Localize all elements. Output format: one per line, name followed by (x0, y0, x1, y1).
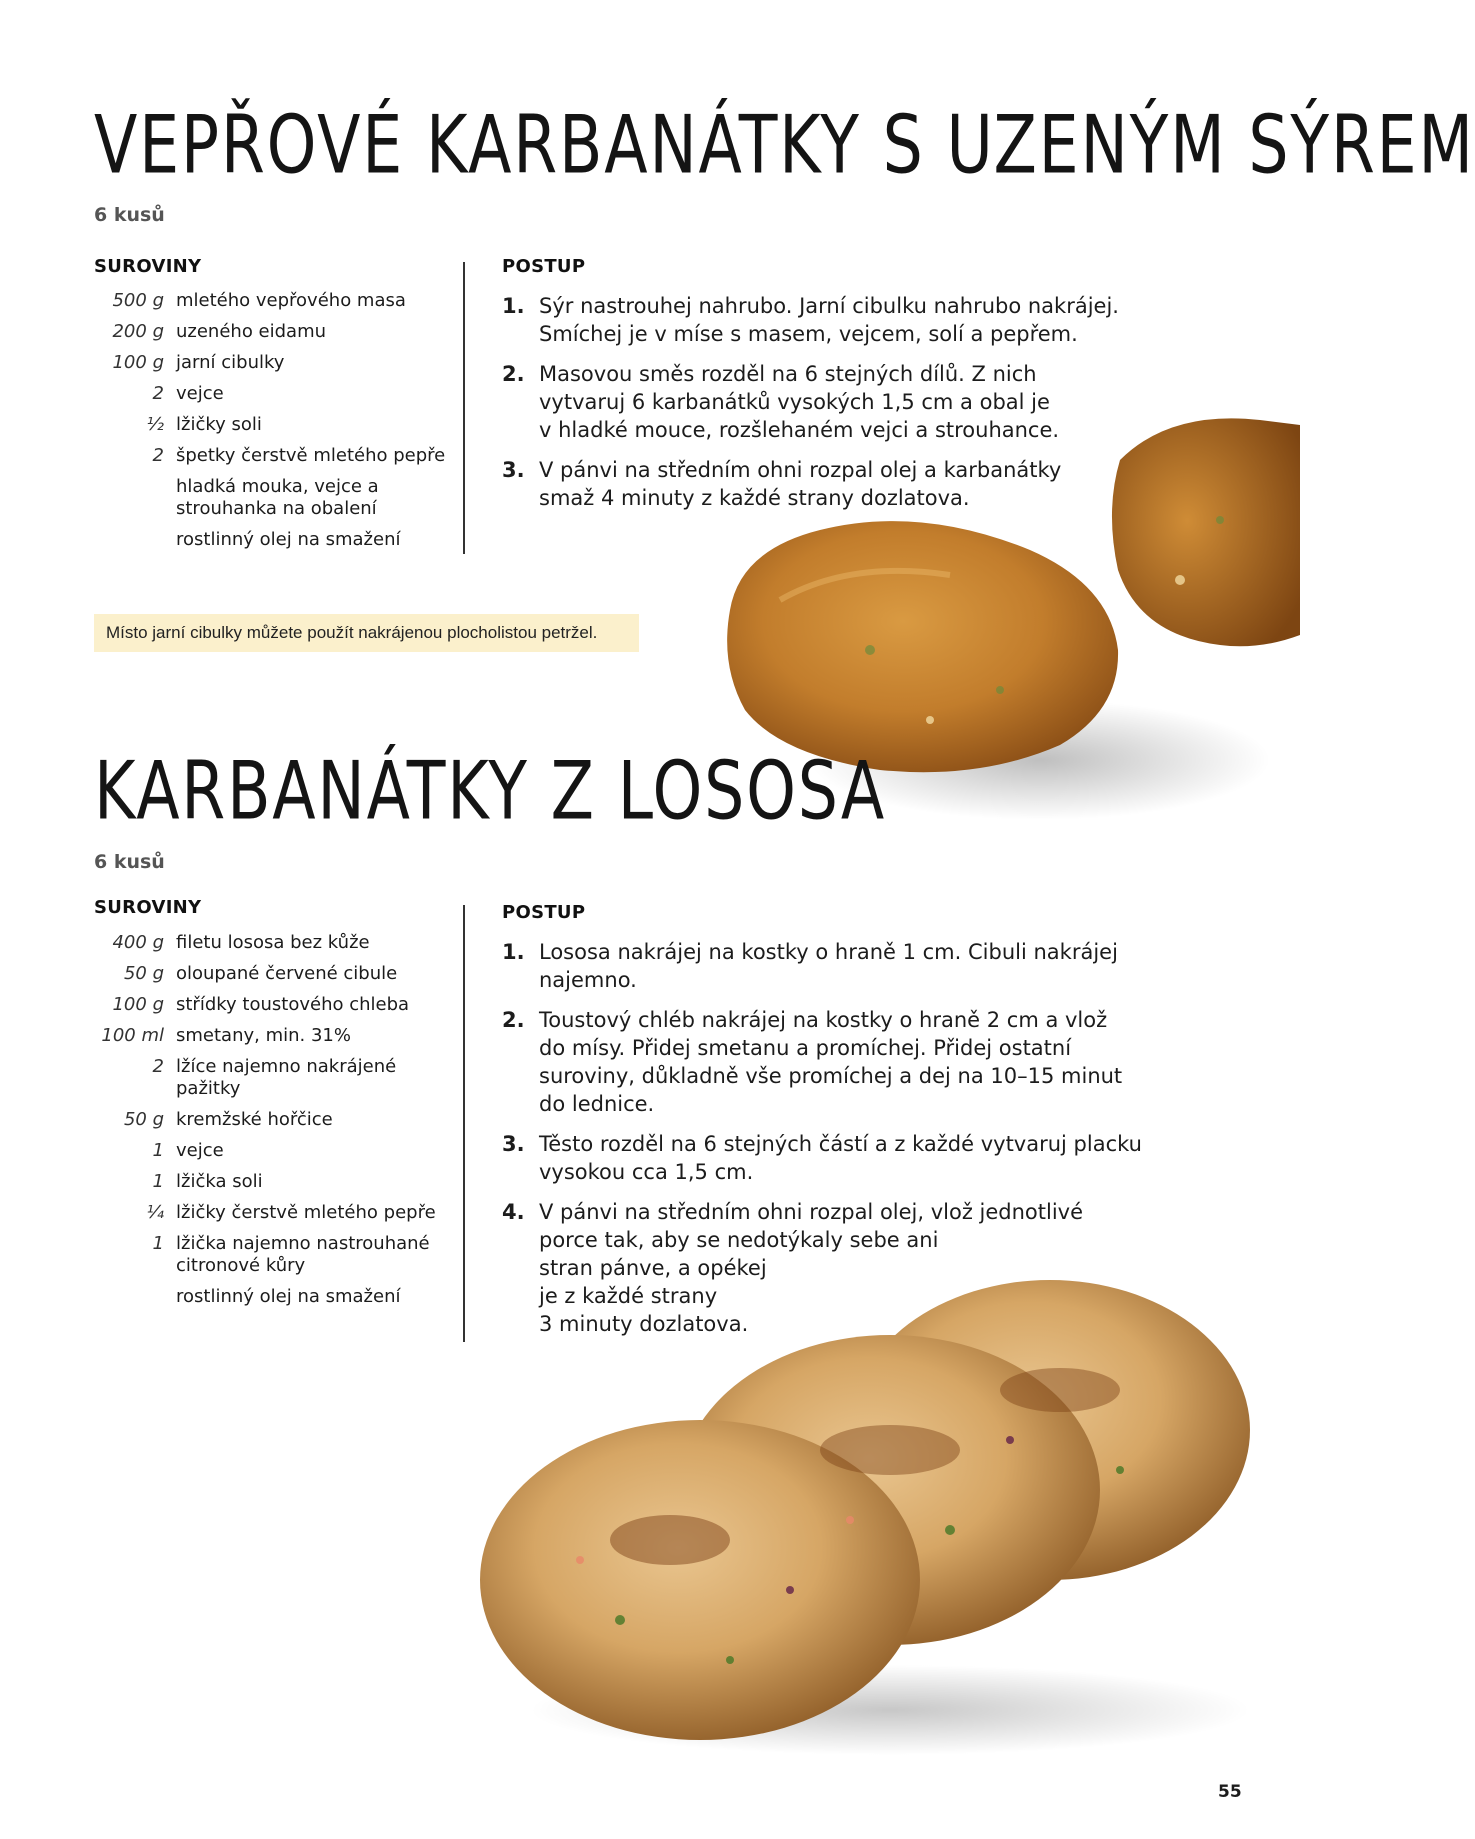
method-steps (502, 292, 1202, 524)
ingredient-row (94, 1286, 464, 1308)
ingredient-row (94, 529, 464, 551)
method-step (502, 938, 1222, 994)
step-text: Masovou směs rozděl na 6 stejných dílů. Z nich vytvaruj 6 karbanátků vysokých 1,5 cm a obal je v hladké mouce, rozšlehaném vejci a strouhance. (539, 362, 1060, 442)
method-step (502, 1198, 1222, 1338)
method-steps (502, 938, 1222, 1350)
ingredients-heading: SUROVINY (94, 256, 202, 277)
ingredient-text: kremžské hořčice (176, 1109, 333, 1130)
ingredient-row (94, 1171, 464, 1193)
step-number: 2. (502, 1008, 525, 1032)
ingredient-quantity: 50 g (123, 1109, 164, 1130)
ingredient-row (94, 932, 464, 954)
page-number: 55 (1218, 1782, 1242, 1802)
method-step (502, 292, 1202, 348)
ingredient-row (94, 290, 464, 312)
ingredient-row (94, 1056, 464, 1100)
ingredient-text: smetany, min. 31% (176, 1025, 351, 1046)
ingredients-list (94, 290, 464, 560)
step-text: V pánvi na středním ohni rozpal olej, vlož jednotlivé porce tak, aby se nedotýkaly sebe ani stran pánve, a opékej je z každé strany 3 minuty dozlatova. (539, 1200, 1084, 1336)
ingredient-quantity: 400 g (112, 932, 164, 953)
step-text: Lososa nakrájej na kostky o hraně 1 cm. Cibuli nakrájej najemno. (539, 940, 1118, 992)
ingredient-text: vejce (176, 1140, 224, 1161)
recipe-title: KARBANÁTKY Z LOSOSA (94, 743, 886, 838)
ingredient-quantity: 1 (152, 1140, 164, 1161)
recipe-title: VEPŘOVÉ KARBANÁTKY S UZENÝM SÝREM (94, 97, 1475, 192)
ingredient-text: lžičky soli (176, 414, 262, 435)
ingredient-row (94, 1109, 464, 1131)
ingredient-text: rostlinný olej na smažení (176, 529, 401, 550)
ingredient-text: rostlinný olej na smažení (176, 1286, 401, 1307)
step-number: 3. (502, 458, 525, 482)
ingredient-text: jarní cibulky (176, 352, 285, 373)
ingredient-quantity: 1 (152, 1171, 164, 1192)
method-step (502, 360, 1202, 444)
ingredient-row (94, 1025, 464, 1047)
ingredient-row (94, 321, 464, 343)
ingredient-text: lžičky čerstvě mletého pepře (176, 1202, 436, 1223)
ingredient-text: hladká mouka, vejce a strouhanka na obalení (176, 476, 379, 519)
ingredient-quantity: 1 (152, 1233, 164, 1254)
ingredient-text: střídky toustového chleba (176, 994, 410, 1015)
ingredient-quantity: 100 g (112, 994, 164, 1015)
ingredient-quantity: 2 (152, 1056, 164, 1077)
column-divider (463, 905, 465, 1342)
servings: 6 kusů (94, 851, 165, 873)
ingredients-heading: SUROVINY (94, 897, 202, 918)
step-text: Sýr nastrouhej nahrubo. Jarní cibulku nahrubo nakrájej. Smíchej je v míse s masem, vejcem, solí a pepřem. (539, 294, 1119, 346)
ingredient-text: lžička soli (176, 1171, 263, 1192)
ingredient-quantity: 100 g (112, 352, 164, 373)
tip-box: Místo jarní cibulky můžete použít nakrájenou plocholistou petržel. (94, 614, 639, 652)
ingredient-text: lžička najemno nastrouhané citronové kůry (176, 1233, 430, 1276)
ingredient-row (94, 994, 464, 1016)
ingredient-quantity: ¼ (146, 1202, 164, 1223)
ingredient-text: mletého vepřového masa (176, 290, 406, 311)
ingredient-quantity: 2 (152, 445, 164, 466)
ingredient-quantity: 200 g (112, 321, 164, 342)
ingredient-quantity: 100 ml (101, 1025, 164, 1046)
ingredient-row (94, 383, 464, 405)
step-text: V pánvi na středním ohni rozpal olej a karbanátky smaž 4 minuty z každé strany dozlatova. (539, 458, 1062, 510)
ingredient-quantity: 2 (152, 383, 164, 404)
method-heading: POSTUP (502, 902, 586, 923)
ingredient-quantity: 500 g (112, 290, 164, 311)
method-heading: POSTUP (502, 256, 586, 277)
ingredient-quantity: ½ (146, 414, 164, 435)
ingredient-row (94, 352, 464, 374)
ingredient-row (94, 963, 464, 985)
step-number: 1. (502, 940, 525, 964)
ingredient-text: lžíce najemno nakrájené pažitky (176, 1056, 397, 1099)
ingredient-text: uzeného eidamu (176, 321, 327, 342)
ingredient-row (94, 1140, 464, 1162)
ingredient-row (94, 1202, 464, 1224)
ingredient-row (94, 476, 464, 520)
servings: 6 kusů (94, 204, 165, 226)
method-step (502, 1130, 1222, 1186)
ingredient-row (94, 414, 464, 436)
ingredient-text: špetky čerstvě mletého pepře (176, 445, 446, 466)
ingredient-text: filetu lososa bez kůže (176, 932, 370, 953)
column-divider (463, 262, 465, 554)
step-number: 2. (502, 362, 525, 386)
ingredient-text: oloupané červené cibule (176, 963, 398, 984)
method-step (502, 456, 1202, 512)
ingredients-list (94, 932, 464, 1317)
step-text: Toustový chléb nakrájej na kostky o hraně 2 cm a vlož do mísy. Přidej smetanu a promíchej. Přidej ostatní suroviny, důkladně vše promíchej a dej na 10–15 minut do lednice. (539, 1008, 1123, 1116)
step-number: 3. (502, 1132, 525, 1156)
step-number: 1. (502, 294, 525, 318)
ingredient-quantity: 50 g (123, 963, 164, 984)
step-text: Těsto rozděl na 6 stejných částí a z každé vytvaruj placku vysokou cca 1,5 cm. (539, 1132, 1142, 1184)
method-step (502, 1006, 1222, 1118)
ingredient-row (94, 1233, 464, 1277)
step-number: 4. (502, 1200, 525, 1224)
ingredient-row (94, 445, 464, 467)
ingredient-text: vejce (176, 383, 224, 404)
